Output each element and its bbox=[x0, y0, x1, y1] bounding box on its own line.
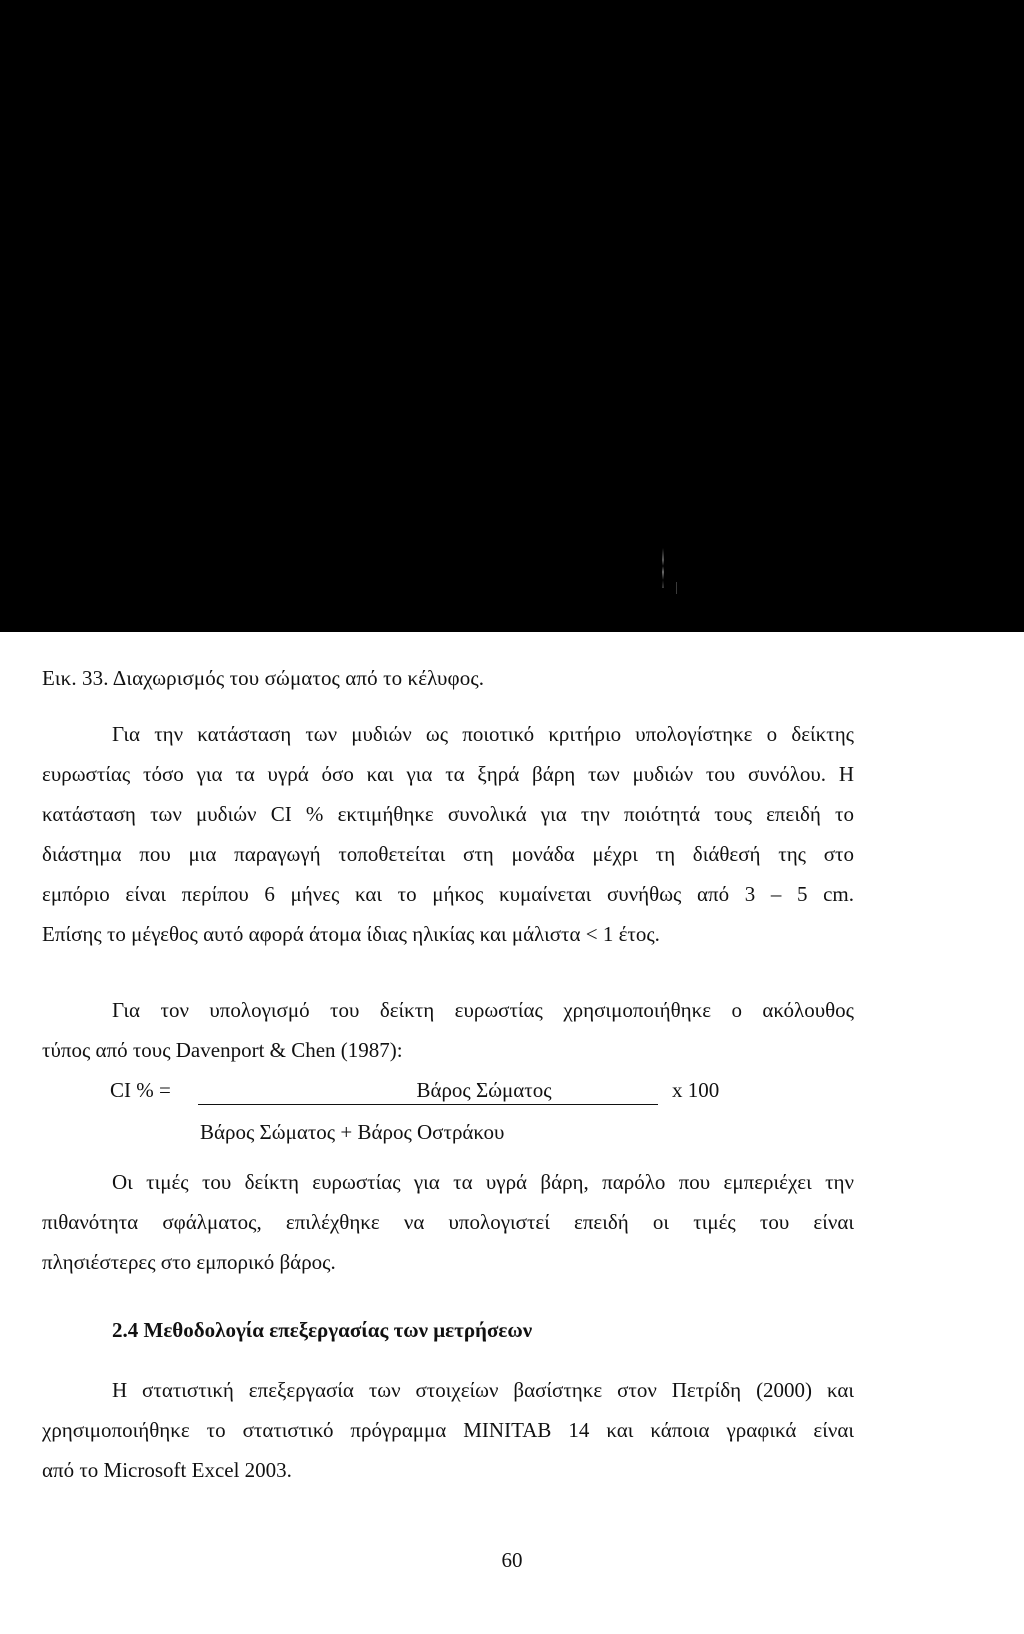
text-line: Επίσης το μέγεθος αυτό αφορά άτομα ίδιας ηλικίας και μάλιστα < 1 έτος. bbox=[42, 922, 660, 946]
text-line: ευρωστίας τόσο για τα υγρά όσο και για τα ξηρά βάρη των μυδιών του συνόλου. Η bbox=[42, 762, 854, 786]
formula-lhs: CI % = bbox=[110, 1078, 171, 1102]
text-line: Η στατιστική επεξεργασία των στοιχείων βασίστηκε στον Πετρίδη (2000) και bbox=[112, 1378, 854, 1402]
text-line: τύπος από τους Davenport & Chen (1987): bbox=[42, 1038, 403, 1062]
text-line: Για τον υπολογισμό του δείκτη ευρωστίας χρησιμοποιήθηκε ο ακόλουθος bbox=[112, 998, 854, 1022]
paragraph-condition-index bbox=[42, 714, 854, 954]
section-heading: 2.4 Μεθοδολογία επεξεργασίας των μετρήσεων bbox=[112, 1318, 533, 1342]
page-number: 60 bbox=[501, 1548, 523, 1572]
figure-speck bbox=[676, 582, 677, 594]
text-line: χρησιμοποιήθηκε το στατιστικό πρόγραμμα MINITAB 14 και κάποια γραφικά είναι bbox=[42, 1418, 854, 1442]
formula-numerator: Βάρος Σώματος bbox=[416, 1078, 552, 1102]
paragraph-statistics bbox=[42, 1370, 854, 1490]
text-line: πλησιέστερες στο εμπορικό βάρος. bbox=[42, 1250, 336, 1274]
text-line: από το Microsoft Excel 2003. bbox=[42, 1458, 292, 1482]
text-line: διάστημα που μια παραγωγή τοποθετείται στη μονάδα μέχρι τη διάθεσή της στο bbox=[42, 842, 854, 866]
text-line: κατάσταση των μυδιών CI % εκτιμήθηκε συνολικά για την ποιότητά τους επειδή το bbox=[42, 802, 854, 826]
fraction-line bbox=[198, 1104, 658, 1105]
figure-caption: Εικ. 33. Διαχωρισμός του σώματος από το κέλυφος. bbox=[42, 666, 485, 690]
figure-image bbox=[0, 0, 1024, 632]
formula-multiplier: x 100 bbox=[672, 1078, 720, 1102]
figure-speck bbox=[662, 548, 664, 588]
text-line: εμπόριο είναι περίπου 6 μήνες και το μήκος κυμαίνεται συνήθως από 3 – 5 cm. bbox=[42, 882, 854, 906]
formula bbox=[110, 1068, 830, 1158]
paragraph-formula-intro bbox=[42, 990, 854, 1070]
paragraph-wet-weight bbox=[42, 1162, 854, 1282]
formula-denominator: Βάρος Σώματος + Βάρος Οστράκου bbox=[200, 1120, 505, 1144]
text-line: Για την κατάσταση των μυδιών ως ποιοτικό κριτήριο υπολογίστηκε ο δείκτης bbox=[112, 722, 854, 746]
text-line: Οι τιμές του δείκτη ευρωστίας για τα υγρά βάρη, παρόλο που εμπεριέχει την bbox=[112, 1170, 854, 1194]
text-line: πιθανότητα σφάλματος, επιλέχθηκε να υπολογιστεί επειδή οι τιμές του είναι bbox=[42, 1210, 854, 1234]
